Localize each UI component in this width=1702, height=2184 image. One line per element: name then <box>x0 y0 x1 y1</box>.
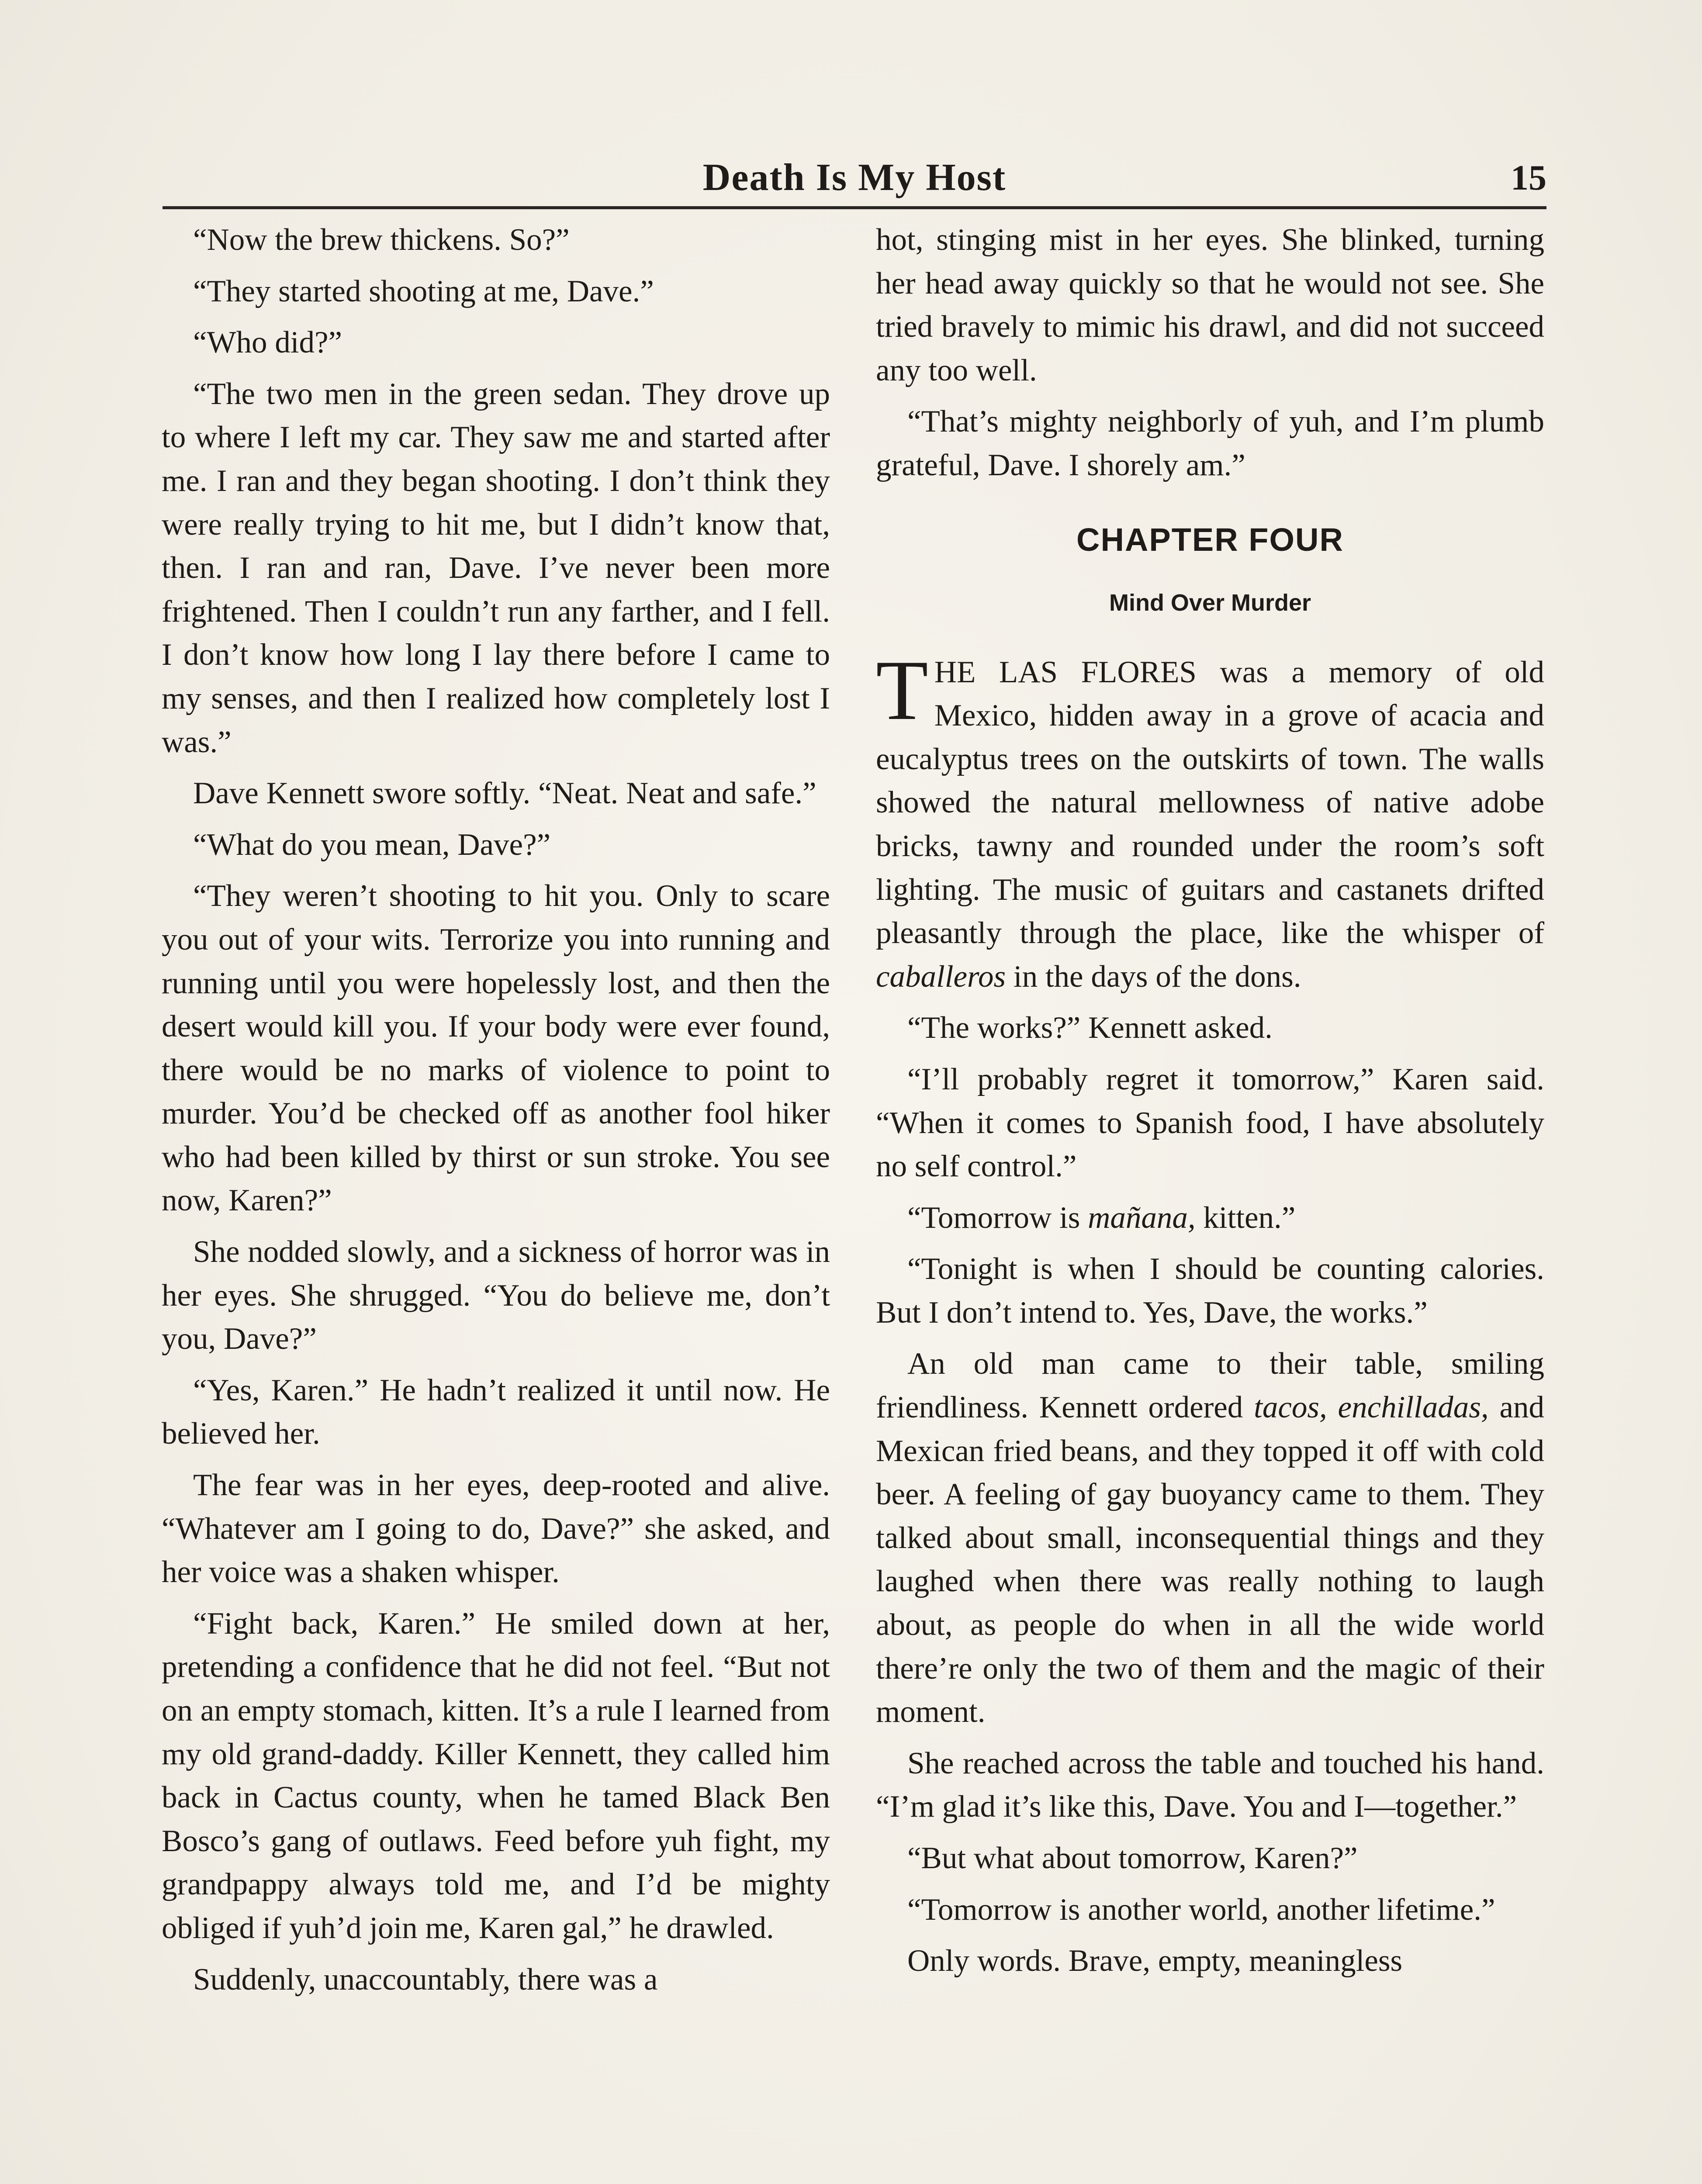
paragraph: Only words. Brave, empty, meaningless <box>907 1944 1403 1978</box>
opening-text: HE LAS FLORES was a memory of old Mexico, hidden away in a grove of acacia and eucalyptus trees on the outskirts of town. The walls showed the natural mellowness of native adobe bricks, tawny and rounded under the room’s soft lighting. The music of guitars and castanets drifted pleasantly through the place, like the whisper of <box>876 655 1544 950</box>
italic-text: mañana, <box>1088 1200 1196 1235</box>
text-span: “Tomorrow is <box>907 1200 1088 1235</box>
page-number: 15 <box>1511 158 1546 197</box>
chapter-subtitle: Mind Over Murder <box>1109 589 1311 616</box>
paragraph: “That’s mighty neighborly of yuh, and I’m plumb grateful, Dave. I shorely am.” <box>876 404 1544 482</box>
paragraph: “Tomorrow is another world, another lifetime.” <box>907 1892 1495 1927</box>
paragraph: Dave Kennett swore softly. “Neat. Neat and safe.” <box>193 776 816 811</box>
paragraph: “They started shooting at me, Dave.” <box>193 274 654 308</box>
paragraph: She nodded slowly, and a sickness of horror was in her eyes. She shrugged. “You do believe me, don’t you, Dave?” <box>162 1235 830 1356</box>
drop-cap: T <box>876 643 928 738</box>
paragraph-continuation: hot, stinging mist in her eyes. She blinked, turning her head away quickly so that he would not see. She tried bravely to mimic his drawl, and did not succeed any too well. <box>876 223 1544 387</box>
paragraph: “The two men in the green sedan. They drove up to where I left my car. They saw me and started after me. I ran and they began shooting. I don’t think they were really trying to hit me, but I didn’t know that, then. I ran and ran, Dave. I’ve never been more frightened. Then I couldn’t run any farther, and I fell. I don’t know how long I lay there before I came to my senses, and then I realized how completely lost I was.” <box>162 377 830 759</box>
page-header <box>163 154 1546 202</box>
opening-text-end: in the days of the dons. <box>1006 959 1301 994</box>
left-column <box>162 218 830 2009</box>
chapter-opening-paragraph <box>876 643 1544 999</box>
chapter-title: CHAPTER FOUR <box>1076 521 1344 558</box>
paragraph: She reached across the table and touched his hand. “I’m glad it’s like this, Dave. You and I—together.” <box>876 1746 1544 1824</box>
right-column <box>876 218 1544 1991</box>
paragraph: “Yes, Karen.” He hadn’t realized it until now. He believed her. <box>162 1373 830 1451</box>
text-span: An old man came to their table, smiling friendliness. Kennett ordered <box>876 1347 1544 1425</box>
italic-text: caballeros <box>876 959 1006 994</box>
paragraph: “They weren’t shooting to hit you. Only to scare you out of your wits. Terrorize you into running and running until you were hopelessly lost, and then the desert would kill you. If your body were ever found, there would be no marks of violence to point to murder. You’d be checked off as another fool hiker who had been killed by thirst or sun stroke. You see now, Karen?” <box>162 879 830 1218</box>
paragraph: “I’ll probably regret it tomorrow,” Karen said. “When it comes to Spanish food, I have absolutely no self control.” <box>876 1062 1544 1184</box>
header-rule <box>163 206 1546 209</box>
text-span: and Mexican fried beans, and they topped it off with cold beer. A feeling of gay buoyancy came to them. They talked about small, inconsequential things and they laughed when there was really nothing to laugh about, as people do when in all the wide world there’re only the two of them and the magic of their moment. <box>876 1390 1544 1729</box>
paragraph: “The works?” Kennett asked. <box>907 1011 1273 1045</box>
paragraph: “Tonight is when I should be counting calories. But I don’t intend to. Yes, Dave, the works.” <box>876 1252 1544 1330</box>
running-title: Death Is My Host <box>702 156 1007 199</box>
paragraph: “Fight back, Karen.” He smiled down at her, pretending a confidence that he did not feel. “But not on an empty stomach, kitten. It’s a rule I learned from my old grand-daddy. Killer Kennett, they called him back in Cactus county, when he tamed Black Ben Bosco’s gang of outlaws. Feed before yuh fight, my grandpappy always told me, and I’d be mighty obliged if yuh’d join me, Karen gal,” he drawled. <box>162 1606 830 1945</box>
paragraph: “But what about tomorrow, Karen?” <box>907 1841 1358 1875</box>
text-span: kitten.” <box>1195 1200 1296 1235</box>
paragraph: “Now the brew thickens. So?” <box>193 223 570 257</box>
paragraph: “Who did?” <box>193 325 342 360</box>
paragraph: Suddenly, unaccountably, there was a <box>193 1962 658 1997</box>
italic-text: tacos, enchilladas, <box>1254 1390 1489 1425</box>
paragraph: “What do you mean, Dave?” <box>193 827 551 862</box>
paragraph <box>876 1196 1544 1240</box>
paragraph <box>876 1342 1544 1734</box>
paragraph: The fear was in her eyes, deep-rooted and alive. “Whatever am I going to do, Dave?” she asked, and her voice was a shaken whisper. <box>162 1468 830 1590</box>
